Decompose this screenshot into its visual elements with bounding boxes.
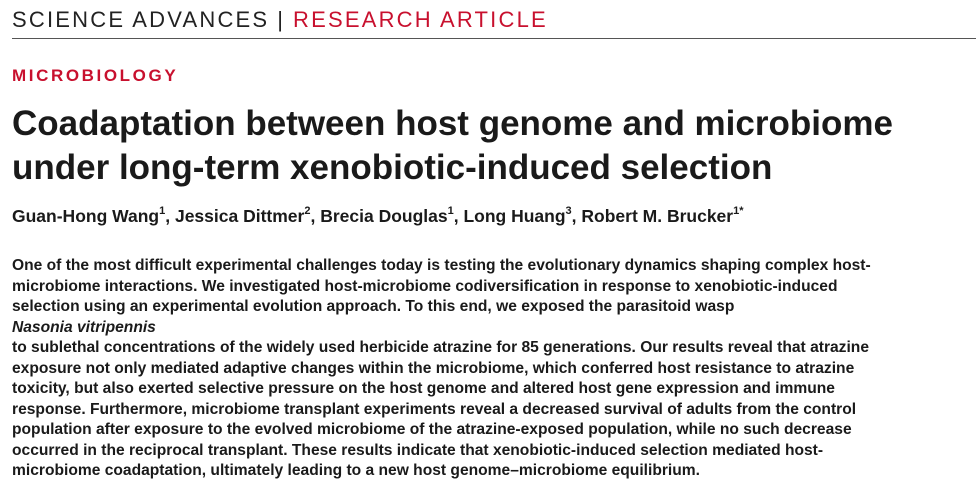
title-line: under long-term xenobiotic-induced selection bbox=[12, 148, 773, 187]
author-separator: , bbox=[165, 206, 175, 226]
article-title bbox=[12, 102, 972, 190]
author-affiliation: 1 bbox=[447, 205, 454, 217]
author-name[interactable]: Jessica Dittmer bbox=[174, 206, 305, 226]
author-affiliation: 1 bbox=[159, 205, 166, 217]
abstract-line: microbiome interactions. We investigated host-microbiome codiversification in response to xenobiotic-induced bbox=[12, 277, 838, 295]
journal-name: SCIENCE ADVANCES bbox=[12, 7, 270, 32]
section-label: MICROBIOLOGY bbox=[12, 66, 179, 85]
author-name[interactable]: Guan-Hong Wang bbox=[12, 206, 160, 226]
author-affiliation: 2 bbox=[304, 205, 311, 217]
abstract-line: occurred in the reciprocal transplant. These results indicate that xenobiotic-induced selection mediated host- bbox=[12, 441, 824, 459]
abstract-line: exposure not only mediated adaptive changes within the microbiome, which conferred host resistance to atrazine bbox=[12, 359, 855, 377]
species-name: Nasonia vitripennis bbox=[12, 318, 156, 336]
abstract-line: response. Furthermore, microbiome transplant experiments reveal a decreased survival of adults from the control bbox=[12, 400, 857, 418]
abstract-line: population after exposure to the evolved microbiome of the atrazine-exposed population, while no such decrease bbox=[12, 421, 852, 438]
author-name[interactable]: Brecia Douglas bbox=[320, 206, 448, 226]
author-name[interactable]: Robert M. Brucker bbox=[581, 206, 734, 226]
abstract-line: microbiome coadaptation, ultimately leading to a new host genome–microbiome equilibrium. bbox=[12, 462, 700, 479]
abstract-line: to sublethal concentrations of the widely used herbicide atrazine for 85 generations. Our results reveal that atrazine bbox=[12, 339, 870, 356]
author-separator: , bbox=[310, 206, 321, 226]
journal-header bbox=[12, 4, 976, 36]
author-separator: , bbox=[453, 206, 464, 226]
header-rule bbox=[12, 38, 976, 39]
abstract-line: One of the most difficult experimental challenges today is testing the evolutionary dynamics shaping complex host- bbox=[12, 257, 871, 274]
author-name[interactable]: Long Huang bbox=[463, 206, 566, 226]
abstract bbox=[12, 256, 976, 482]
author-affiliation: 3 bbox=[565, 205, 572, 217]
abstract-line-text: selection using an experimental evolution approach. To this end, we exposed the parasitoid wasp bbox=[12, 298, 735, 315]
author-separator: , bbox=[571, 206, 582, 226]
abstract-line bbox=[12, 297, 976, 338]
author-list bbox=[12, 206, 744, 227]
header-separator: | bbox=[277, 7, 284, 32]
abstract-line: toxicity, but also exerted selective pressure on the host genome and altered host gene expression and immune bbox=[12, 380, 835, 397]
author-affiliation: 1* bbox=[733, 205, 744, 217]
article-type: RESEARCH ARTICLE bbox=[293, 7, 548, 32]
title-line: Coadaptation between host genome and microbiome bbox=[12, 104, 893, 143]
